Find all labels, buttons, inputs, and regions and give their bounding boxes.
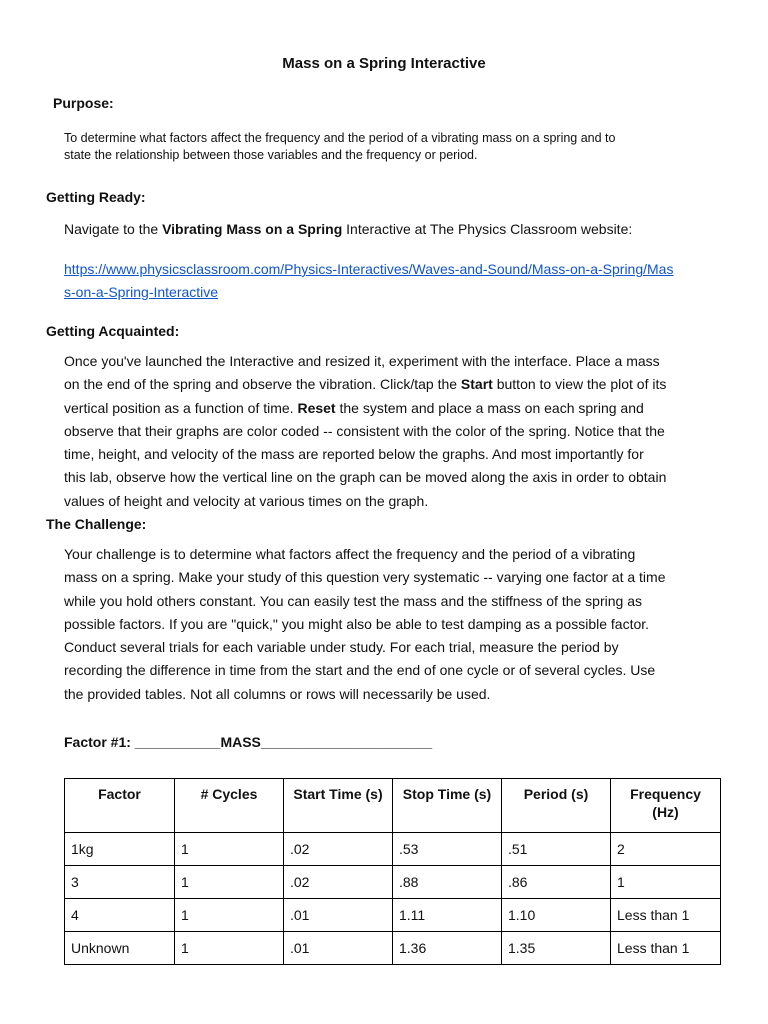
interactive-link[interactable] <box>64 258 744 305</box>
table-cell: .02 <box>284 866 393 899</box>
column-header: Frequency (Hz) <box>611 779 721 833</box>
table-cell: .86 <box>502 866 611 899</box>
paragraph-line: Your challenge is to determine what factors affect the frequency and the period of a vibrating <box>64 546 636 562</box>
table-cell: .01 <box>284 932 393 965</box>
paragraph-line <box>64 373 754 396</box>
purpose-line: To determine what factors affect the frequency and the period of a vibrating mass on a spring and to <box>64 131 616 145</box>
table-header-row <box>65 779 721 833</box>
column-header: Start Time (s) <box>284 779 393 833</box>
paragraph-line: while you hold others constant. You can easily test the mass and the stiffness of the spring as <box>64 592 642 609</box>
getting-ready-text <box>64 218 744 241</box>
paragraph-line: possible factors. If you are "quick," you might also be able to test damping as a possible factor. <box>64 615 650 632</box>
getting-ready-post: Interactive at The Physics Classroom website: <box>342 221 633 237</box>
getting-acquainted-text <box>64 350 754 513</box>
table-row <box>65 899 721 932</box>
table-cell: 1 <box>175 899 284 932</box>
interactive-name: Vibrating Mass on a Spring <box>162 221 343 237</box>
table-cell: 1 <box>611 866 721 899</box>
table-cell: 2 <box>611 833 721 866</box>
paragraph-line: Once you've launched the Interactive and resized it, experiment with the interface. Place a mass <box>64 353 660 369</box>
reset-term: Reset <box>297 399 336 416</box>
table-cell: 1.11 <box>393 899 502 932</box>
column-header: Period (s) <box>502 779 611 833</box>
text-run: the system and place a mass on each spring and <box>335 399 644 416</box>
start-term: Start <box>460 376 493 393</box>
table-cell: 1.10 <box>502 899 611 932</box>
text-run: button to view the plot of its <box>492 376 667 393</box>
table-cell: Less than 1 <box>611 932 721 965</box>
column-header: Factor <box>65 779 175 833</box>
table-cell: 1 <box>175 866 284 899</box>
text-run: vertical position as a function of time. <box>64 399 298 416</box>
paragraph-line: recording the difference in time from the start and the end of one cycle or of several cycles. Use <box>64 662 656 679</box>
data-table <box>64 778 721 965</box>
column-header: Stop Time (s) <box>393 779 502 833</box>
challenge-heading: The Challenge: <box>46 516 147 532</box>
factor-label: Factor #1: ___________MASS______________________ <box>64 734 433 750</box>
table-cell: 4 <box>65 899 175 932</box>
table-cell: 3 <box>65 866 175 899</box>
purpose-text <box>64 130 744 164</box>
table-cell: 1.35 <box>502 932 611 965</box>
getting-acquainted-heading: Getting Acquainted: <box>46 323 180 339</box>
purpose-line: state the relationship between those variables and the frequency or period. <box>64 148 478 162</box>
paragraph-line: observe that their graphs are color coded -- consistent with the color of the spring. Notice that the <box>64 422 665 439</box>
table-cell: 1 <box>175 833 284 866</box>
table-cell: Less than 1 <box>611 899 721 932</box>
table-cell: .02 <box>284 833 393 866</box>
table-cell: 1kg <box>65 833 175 866</box>
table-cell: 1.36 <box>393 932 502 965</box>
purpose-heading: Purpose: <box>53 95 114 111</box>
paragraph-line: the provided tables. Not all columns or rows will necessarily be used. <box>64 685 491 702</box>
paragraph-line: mass on a spring. Make your study of this question very systematic -- varying one factor at a time <box>64 569 666 586</box>
paragraph-line: values of height and velocity at various times on the graph. <box>64 492 429 509</box>
table-cell: .01 <box>284 899 393 932</box>
paragraph-line: this lab, observe how the vertical line on the graph can be moved along the axis in order to obtain <box>64 469 667 486</box>
table-cell: .51 <box>502 833 611 866</box>
getting-ready-heading: Getting Ready: <box>46 189 146 205</box>
paragraph-line: time, height, and velocity of the mass are reported below the graphs. And most importantly for <box>64 446 644 463</box>
page-title: Mass on a Spring Interactive <box>282 55 486 72</box>
table-cell: Unknown <box>65 932 175 965</box>
table-row <box>65 932 721 965</box>
table-row <box>65 833 721 866</box>
interactive-link-line[interactable]: s-on-a-Spring-Interactive <box>64 284 219 301</box>
text-run: on the end of the spring and observe the vibration. Click/tap the <box>64 376 461 393</box>
interactive-link-line[interactable]: https://www.physicsclassroom.com/Physics-Interactives/Waves-and-Sound/Mass-on-a-Spring/Mas <box>64 261 674 277</box>
table-cell: .53 <box>393 833 502 866</box>
paragraph-line: Conduct several trials for each variable under study. For each trial, measure the period by <box>64 639 619 656</box>
table-cell: 1 <box>175 932 284 965</box>
paragraph-line <box>64 397 754 420</box>
challenge-text <box>64 543 754 706</box>
column-header: # Cycles <box>175 779 284 833</box>
getting-ready-pre: Navigate to the <box>64 221 163 237</box>
table-cell: .88 <box>393 866 502 899</box>
table-row <box>65 866 721 899</box>
